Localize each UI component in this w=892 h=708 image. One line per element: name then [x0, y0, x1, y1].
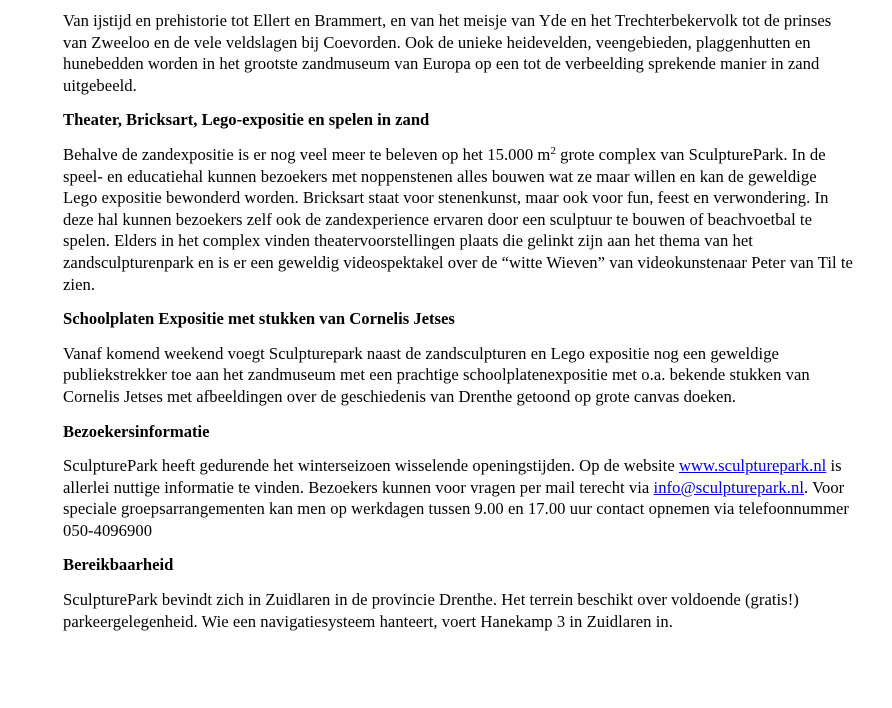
bezoekers-text-part-2: is allerlei nuttige informatie te vinden. Bezoekers kunnen voor vragen per mail terecht via: [63, 456, 842, 497]
bezoekersinformatie-paragraph: [63, 455, 853, 541]
theater-text-part-1: Behalve de zandexpositie is er nog veel meer te beleven op het 15.000 m: [63, 144, 551, 164]
bezoekers-text-part-3: . Voor speciale groepsarrangementen kan men op werkdagen tussen 9.00 en 17.00 uur contact opnemen via telefoonnummer 050-4096900: [63, 477, 850, 540]
theater-heading: Theater, Bricksart, Lego-expositie en spelen in zand: [63, 110, 430, 130]
square-meter-superscript: 2: [550, 144, 556, 157]
intro-paragraph: Van ijstijd en prehistorie tot Ellert en Brammert, en van het meisje van Yde en het Trechterbekervolk tot de prinses van Zweeloo en de vele veldslagen bij Coevorden. Ook de unieke heidevelden, veengebieden, plaggenhutten en hunebedden worden in het grootste zandmuseum van Europa op een tot de verbeelding sprekende manier in zand uitgebeeld.: [63, 11, 832, 95]
schoolplaten-heading: Schoolplaten Expositie met stukken van Cornelis Jetses: [63, 309, 455, 329]
theater-text-part-2: grote complex van SculpturePark. In de speel- en educatiehal kunnen bezoekers met noppenstenen alles bouwen wat ze maar willen en kan de geweldige Lego expositie bewonderd worden. Bricksart staat voor stenenkunst, maar ook voor fun, feest en verwondering. In deze hal kunnen bezoekers zelf ook de zandexperience ervaren door een sculptuur te bouwen of beachvoetbal te spelen. Elders in het complex vinden theatervoorstellingen plaats die gelinkt zijn aan het thema van het zandsculpturenpark en is er een geweldig videospektakel over de “witte Wieven” van videokunstenaar Peter van Til te zien.: [63, 144, 853, 294]
bezoekers-text-part-1: SculpturePark heeft gedurende het winterseizoen wisselende openingstijden. Op de website: [63, 456, 679, 476]
bereikbaarheid-paragraph: SculpturePark bevindt zich in Zuidlaren in de provincie Drenthe. Het terrein beschikt over voldoende (gratis!) parkeergelegenheid. Wie een navigatiesysteem hanteert, voert Hanekamp 3 in Zuidlaren in.: [63, 590, 799, 631]
email-link[interactable]: info@sculpturepark.nl: [653, 477, 804, 497]
bezoekersinformatie-heading: Bezoekersinformatie: [63, 421, 210, 441]
schoolplaten-paragraph: Vanaf komend weekend voegt Sculpturepark naast de zandsculpturen en Lego expositie nog een geweldige publiekstrekker toe aan het zandmuseum met een prachtige schoolplatenexpositie met o.a. bekende stukken van Cornelis Jetses met afbeeldingen over de geschiedenis van Drenthe getoond op grote canvas doeken.: [63, 343, 810, 406]
theater-paragraph: [63, 144, 853, 295]
document-page: [63, 10, 853, 645]
website-link[interactable]: www.sculpturepark.nl: [678, 456, 827, 476]
bereikbaarheid-heading: Bereikbaarheid: [63, 555, 174, 575]
